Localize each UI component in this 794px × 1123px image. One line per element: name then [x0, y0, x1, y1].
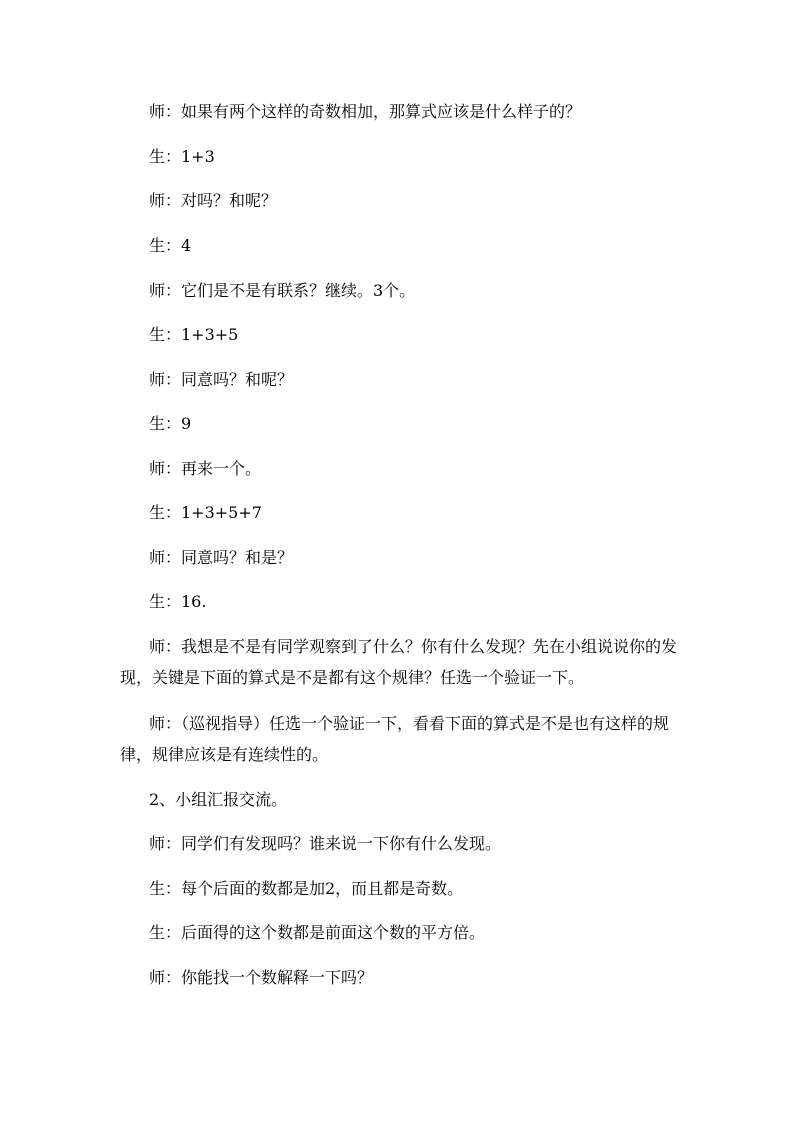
paragraph-14: 师：（巡视指导）任选一个验证一下，看看下面的算式是不是也有这样的规律，规律应该是有连续性的。 [120, 714, 670, 764]
paragraph-16: 师：同学们有发现吗？谁来说一下你有什么发现。 [149, 834, 502, 853]
paragraph-5: 师：它们是不是有联系？继续。3个。 [149, 281, 416, 300]
paragraph-13: 师：我想是不是有同学观察到了什么？你有什么发现？先在小组说说你的发现，关键是下面的算式是不是都有这个规律？任选一个验证一下。 [120, 637, 678, 687]
paragraph-7: 师：同意吗？和呢？ [149, 370, 294, 389]
paragraph-15: 2、小组汇报交流。 [149, 790, 288, 809]
paragraph-19: 师：你能找一个数解释一下吗？ [149, 968, 374, 987]
paragraph-10: 生：1+3+5+7 [149, 503, 262, 522]
paragraph-9: 师：再来一个。 [149, 459, 262, 478]
paragraph-6: 生：1+3+5 [149, 325, 239, 344]
paragraph-17: 生：每个后面的数都是加2，而且都是奇数。 [149, 879, 464, 898]
paragraph-18: 生：后面得的这个数都是前面这个数的平方倍。 [149, 923, 486, 942]
paragraph-2: 生：1+3 [149, 147, 215, 166]
paragraph-11: 师：同意吗？和是？ [149, 548, 294, 567]
paragraph-4: 生：4 [149, 236, 192, 255]
paragraph-8: 生：9 [149, 414, 192, 433]
paragraph-1: 师：如果有两个这样的奇数相加，那算式应该是什么样子的？ [149, 102, 582, 121]
paragraph-3: 师：对吗？和呢？ [149, 191, 278, 210]
paragraph-12: 生：16. [149, 592, 207, 611]
